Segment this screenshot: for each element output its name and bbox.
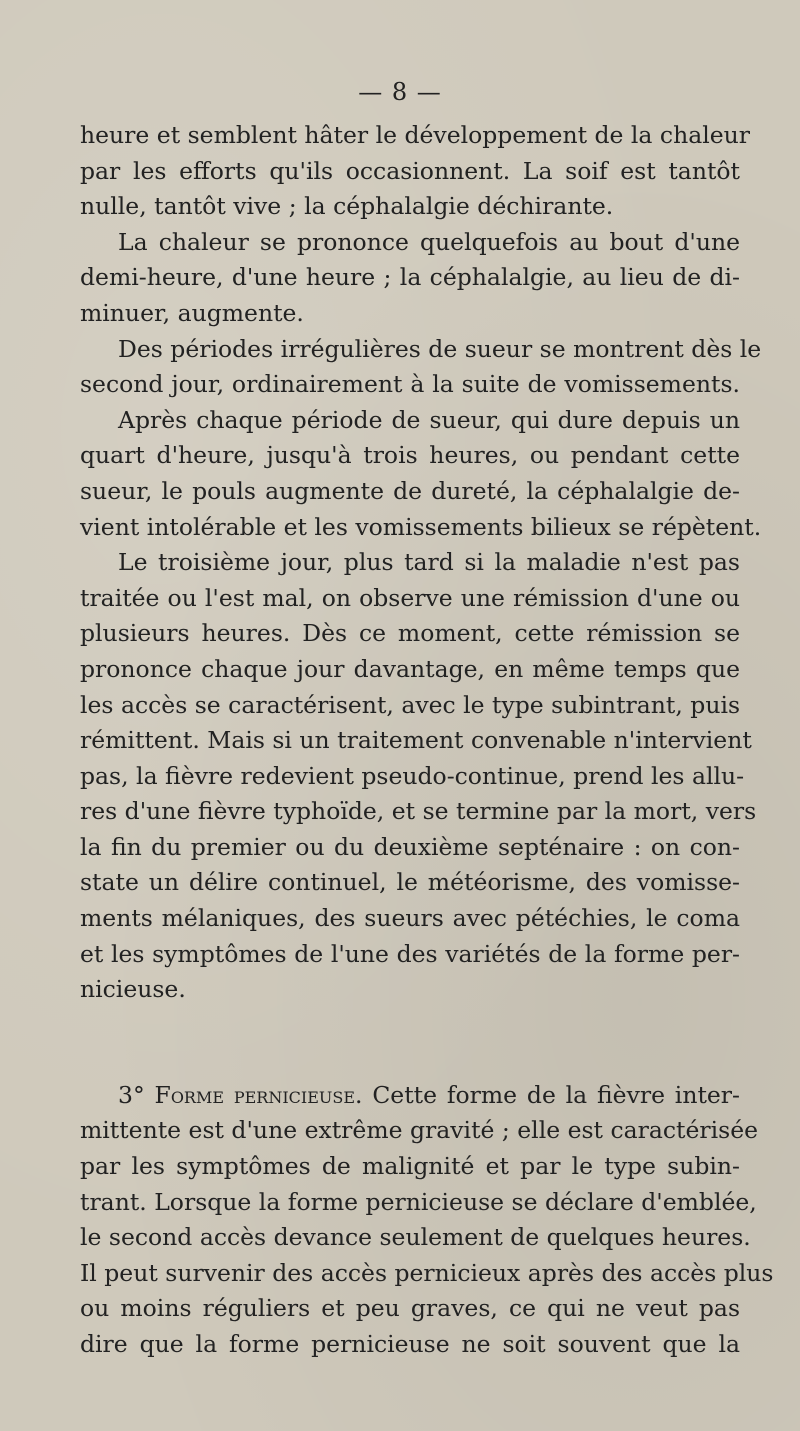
text-line: dire que la forme pernicieuse ne soit souvent que la [80, 1330, 740, 1358]
text-line: mittente est d'une extrême gravité ; elle est caractérisée [80, 1116, 759, 1145]
text-line: Il peut survenir des accès pernicieux après des accès plus [80, 1258, 774, 1287]
text-line: demi-heure, d'une heure ; la céphalalgie, au lieu de di- [80, 263, 740, 292]
text-line: Cette forme de la fièvre inter- [372, 1080, 740, 1109]
text-line: La chaleur se prononce quelquefois au bout d'une [118, 227, 740, 256]
text-line: res d'une fièvre typhoïde, et se termine par la mort, vers [80, 797, 757, 826]
text-line: heure et semblent hâter le développement de la chaleur [80, 121, 751, 149]
text-line: Des périodes irrégulières de sueur se montrent dès le [118, 334, 762, 363]
text-line: sueur, le pouls augmente de dureté, la céphalalgie de- [80, 476, 740, 505]
text-line: minuer, augmente. [80, 298, 304, 327]
text-line: second jour, ordinairement à la suite de vomissements. [80, 370, 740, 399]
text-line: par les efforts qu'ils occasionnent. La soif est tantôt [80, 156, 740, 185]
text-line: par les symptômes de malignité et par le type subin- [80, 1152, 740, 1181]
text-line: vient intolérable et les vomissements bilieux se répètent. [80, 512, 762, 541]
page-number: — 8 — [358, 78, 442, 106]
text-line: et les symptômes de l'une des variétés de la forme per- [80, 939, 740, 968]
text-line: pas, la fièvre redevient pseudo-continue, prend les allu- [80, 761, 745, 790]
text-line: state un délire continuel, le météorisme, des vomisse- [80, 868, 740, 897]
text-line: quart d'heure, jusqu'à trois heures, ou pendant cette [80, 441, 740, 470]
text-line: le second accès devance seulement de quelques heures. [80, 1223, 751, 1252]
text-line: prononce chaque jour davantage, en même temps que [80, 654, 740, 683]
text-line: plusieurs heures. Dès ce moment, cette rémission se [80, 619, 740, 648]
text-line: ments mélaniques, des sueurs avec pétéchies, le coma [80, 904, 740, 933]
text-line: traitée ou l'est mal, on observe une rémission d'une ou [80, 583, 740, 612]
text-line: Le troisième jour, plus tard si la maladie n'est pas [118, 548, 740, 577]
text-line: Après chaque période de sueur, qui dure depuis un [118, 405, 740, 434]
paragraph-gap [80, 1008, 740, 1078]
text-line: les accès se caractérisent, avec le type subintrant, puis [80, 690, 741, 719]
section-heading: 3° Forme pernicieuse. [118, 1080, 363, 1109]
text-line: trant. Lorsque la forme pernicieuse se déclare d'emblée, [80, 1187, 757, 1216]
text-line: nicieuse. [80, 975, 186, 1004]
text-line: la fin du premier ou du deuxième septénaire : on con- [80, 832, 740, 861]
section-first-line [80, 1078, 740, 1114]
text-line: nulle, tantôt vive ; la céphalalgie déchirante. [80, 192, 614, 221]
text-line: ou moins réguliers et peu graves, ce qui ne veut pas [80, 1294, 740, 1323]
text-line: rémittent. Mais si un traitement convenable n'intervient [80, 726, 752, 755]
body-text [80, 118, 774, 1363]
